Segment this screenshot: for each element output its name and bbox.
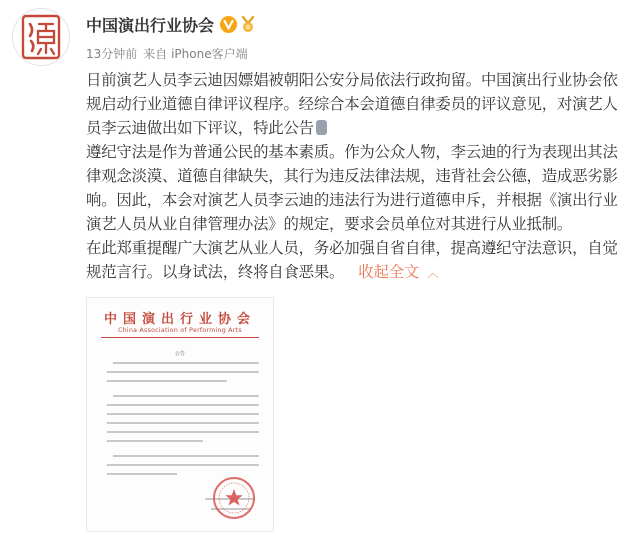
- announcement-image[interactable]: [86, 297, 274, 532]
- avatar[interactable]: [12, 8, 70, 66]
- post-paragraph-1-text: 日前演艺人员李云迪因嫖娼被朝阳公安分局依法行政拘留。中国演出行业协会依规启动行业道德自律评议程序。经综合本会道德自律委员的评议意见，对演艺人员李云迪做出如下评议，特此公告: [86, 71, 618, 137]
- post-paragraph-3-text: 在此郑重提醒广大演艺从业人员，务必加强自省自律，提高遵纪守法意识，自觉规范言行。以身试法，终将自食恶果。: [86, 239, 618, 281]
- doc-text-line: [107, 464, 259, 466]
- post-paragraph-3: [86, 236, 632, 285]
- post-source: 来自 iPhone客户端: [143, 47, 248, 61]
- doc-text-line: [107, 413, 259, 415]
- verified-v-icon[interactable]: [220, 16, 237, 33]
- doc-text-line: [107, 422, 259, 424]
- doc-text-line: [107, 371, 259, 373]
- doc-heading: 公告: [174, 351, 185, 357]
- account-name[interactable]: 中国演出行业协会: [86, 16, 215, 35]
- doc-text-line: [107, 473, 177, 475]
- red-stamp-icon: [211, 475, 257, 521]
- account-header: [86, 16, 256, 36]
- seal-logo-icon: [21, 14, 61, 60]
- microphone-icon: [316, 120, 327, 135]
- doc-divider: [101, 337, 259, 338]
- collapse-full-text-link[interactable]: 收起全文: [358, 263, 420, 281]
- doc-text-line: [113, 395, 259, 397]
- medal-icon[interactable]: [240, 16, 256, 33]
- doc-text-line: [107, 431, 259, 433]
- post-paragraph-1: [86, 68, 632, 140]
- chevron-up-icon[interactable]: ︿: [427, 266, 439, 280]
- post-time[interactable]: 13分钟前: [86, 47, 138, 61]
- doc-text-line: [107, 404, 259, 406]
- doc-text-line: [113, 362, 259, 364]
- doc-text-line: [113, 455, 259, 457]
- doc-title: 中国演出行业协会: [103, 312, 256, 327]
- post-content: [86, 68, 632, 285]
- doc-text-line: [107, 380, 227, 382]
- post-paragraph-2: 遵纪守法是作为普通公民的基本素质。作为公众人物，李云迪的行为表现出其法律观念淡漠、道德自律缺失，其行为违反法律法规，违背社会公德，造成恶劣影响。因此，本会对演艺人员李云迪的违法行为进行道德申斥，并根据《演出行业演艺人员从业自律管理办法》的规定，要求会员单位对其进行从业抵制。: [86, 143, 618, 233]
- post-meta: [86, 46, 248, 62]
- doc-subtitle: China Association of Performing Arts: [118, 327, 242, 334]
- doc-text-line: [107, 440, 203, 442]
